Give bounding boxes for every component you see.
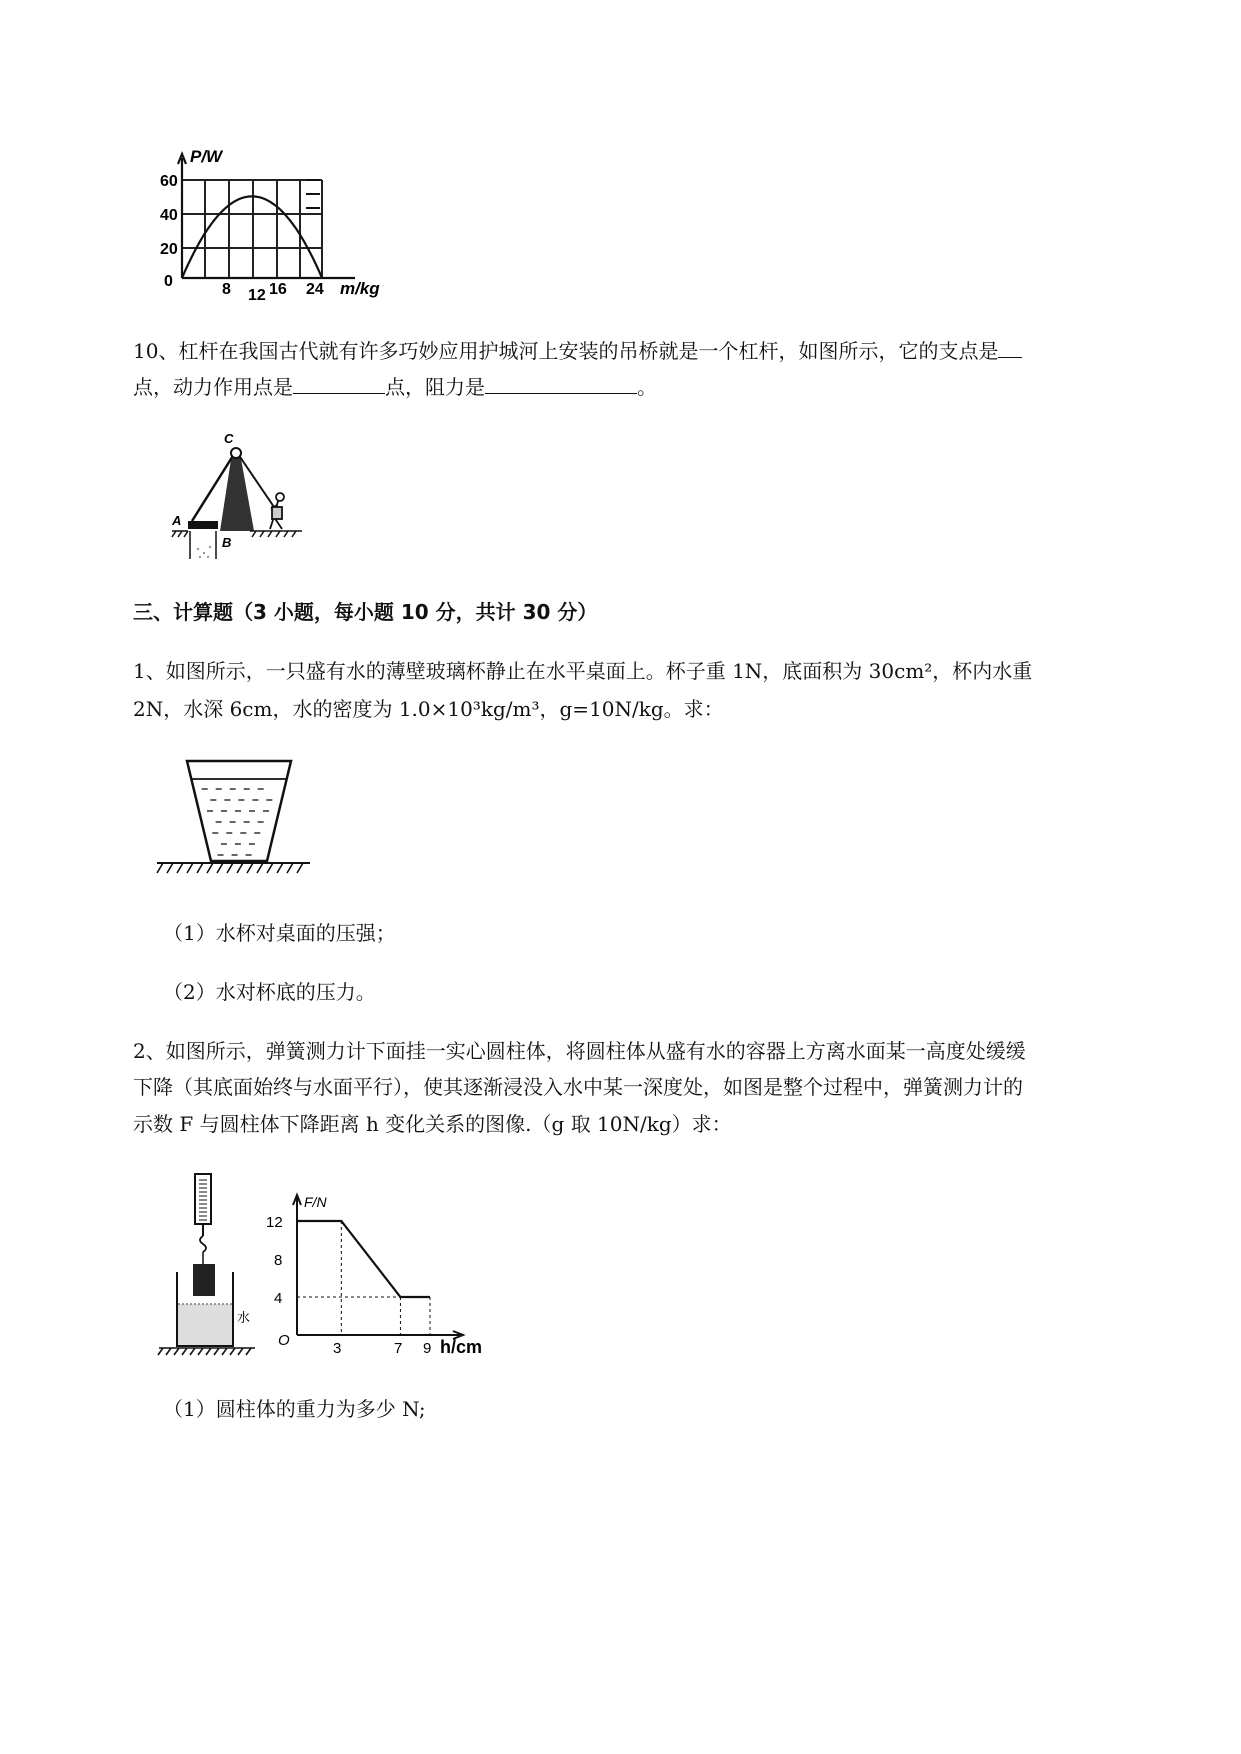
container-ground — [158, 1348, 255, 1355]
ground-hatch-line — [206, 1348, 211, 1355]
table-hatching — [157, 863, 303, 873]
ground-hatch-line — [166, 1348, 171, 1355]
q10-line1: 10、杠杆在我国古代就有许多巧妙应用护城河上安装的吊桥就是一个杠杆，如图所示，它的支点是 — [133, 339, 999, 363]
drawbridge-person — [270, 493, 284, 529]
ground-hatch-line — [246, 1348, 251, 1355]
p1-text-line1: 1、如图所示，一只盛有水的薄壁玻璃杯静止在水平桌面上。杯子重 1N，底面积为 30cm²，杯内水重 — [133, 659, 1033, 683]
ground-hatch-line — [214, 1348, 219, 1355]
chart2-xlabel: h/cm — [440, 1337, 483, 1357]
chart1-side-marks — [306, 180, 320, 208]
water-label: 水 — [237, 1310, 251, 1325]
q10-blank-resistance — [485, 371, 637, 394]
table-hatch-line — [157, 863, 163, 873]
chart1-ytick: 20 — [160, 241, 178, 258]
chart2-xtick: 3 — [333, 1340, 342, 1357]
q10-text-line2 — [133, 368, 657, 406]
table-hatch-line — [267, 863, 273, 873]
drawbridge-label-a: A — [172, 513, 182, 528]
p1-text-line2: 2N，水深 6cm，水的密度为 1.0×10³kg/m³，g=10N/kg。求： — [133, 697, 724, 721]
p1-sub1: （1）水杯对桌面的压强； — [163, 921, 396, 945]
table-hatch-line — [217, 863, 223, 873]
chart2-series-line — [297, 1221, 430, 1297]
chart1-xtick: 16 — [269, 281, 287, 298]
chart1-xtick: 12 — [248, 287, 266, 304]
drawbridge-label-b: B — [222, 535, 232, 550]
chart1-ylabel: P/W — [190, 147, 223, 166]
chart2-ytick: 8 — [274, 1252, 283, 1269]
chart2-ytick: 4 — [274, 1290, 283, 1307]
q10-line2-b: 点，阻力是 — [385, 375, 485, 399]
chart2-xtick: 7 — [394, 1340, 403, 1357]
drawbridge-tower — [220, 453, 254, 531]
table-hatch-line — [197, 863, 203, 873]
q10-line2-c: 。 — [637, 375, 657, 399]
ground-hatch-line — [238, 1348, 243, 1355]
cylinder — [193, 1264, 215, 1296]
chart1-ytick: 60 — [160, 173, 178, 190]
chart1-ytick: 40 — [160, 207, 178, 224]
table-hatch-line — [257, 863, 263, 873]
chart1-xtick: 8 — [222, 281, 231, 298]
ground-hatch-line — [230, 1348, 235, 1355]
section-heading: 三、计算题（3 小题，每小题 10 分，共计 30 分） — [133, 600, 598, 624]
ground-hatch-line — [190, 1348, 195, 1355]
chart1-xtick: 24 — [306, 281, 324, 298]
p2-text-line1: 2、如图所示，弹簧测力计下面挂一实心圆柱体，将圆柱体从盛有水的容器上方离水面某一高度处缓缓 — [133, 1039, 1026, 1063]
p2-text-line2: 下降（其底面始终与水面平行），使其逐渐浸没入水中某一深度处，如图是整个过程中，弹簧测力计的 — [133, 1075, 1023, 1099]
drawbridge-figure — [150, 425, 310, 565]
container-water — [178, 1304, 232, 1345]
ground-hatch-line — [222, 1348, 227, 1355]
ground-hatch-line — [158, 1348, 163, 1355]
force-depth-chart — [260, 1185, 495, 1365]
table-hatch-line — [247, 863, 253, 873]
drawbridge-pulley — [231, 448, 241, 458]
table-hatch-line — [207, 863, 213, 873]
table-hatch-line — [287, 863, 293, 873]
drawbridge-moat — [197, 546, 211, 558]
q10-text-line1 — [133, 332, 1022, 370]
spring-scale-hook-curve — [200, 1236, 206, 1252]
drawbridge-bridge — [188, 521, 218, 529]
chart1-xlabel: m/kg — [340, 279, 380, 298]
p2-sub1: （1）圆柱体的重力为多少 N; — [163, 1397, 426, 1421]
p1-sub2: （2）水对杯底的压力。 — [163, 980, 376, 1004]
chart1-ytick: 0 — [164, 273, 173, 290]
q10-blank-effort-point — [293, 371, 385, 394]
chart2-guides — [297, 1221, 430, 1335]
chart2-ytick: 12 — [266, 1214, 283, 1231]
table-hatch-line — [297, 863, 303, 873]
table-hatch-line — [237, 863, 243, 873]
power-mass-chart — [150, 140, 400, 310]
ground-hatch-line — [174, 1348, 179, 1355]
water-cup-figure — [155, 755, 315, 880]
table-hatch-line — [167, 863, 173, 873]
p2-text-line3: 示数 F 与圆柱体下降距离 h 变化关系的图像.（g 取 10N/kg）求： — [133, 1112, 732, 1136]
chart2-ylabel: F/N — [304, 1194, 327, 1210]
table-hatch-line — [187, 863, 193, 873]
drawbridge-ground — [172, 531, 302, 559]
q10-line2-a: 点，动力作用点是 — [133, 375, 293, 399]
table-hatch-line — [177, 863, 183, 873]
chart1-grid — [182, 180, 322, 278]
q10-blank-fulcrum — [998, 335, 1022, 358]
drawbridge-label-c: C — [224, 431, 234, 446]
ground-hatch-line — [182, 1348, 187, 1355]
spring-scale-figure — [155, 1170, 265, 1360]
chart2-origin: O — [278, 1332, 290, 1349]
table-hatch-line — [277, 863, 283, 873]
chart2-xtick: 9 — [423, 1340, 432, 1357]
table-hatch-line — [227, 863, 233, 873]
ground-hatch-line — [198, 1348, 203, 1355]
